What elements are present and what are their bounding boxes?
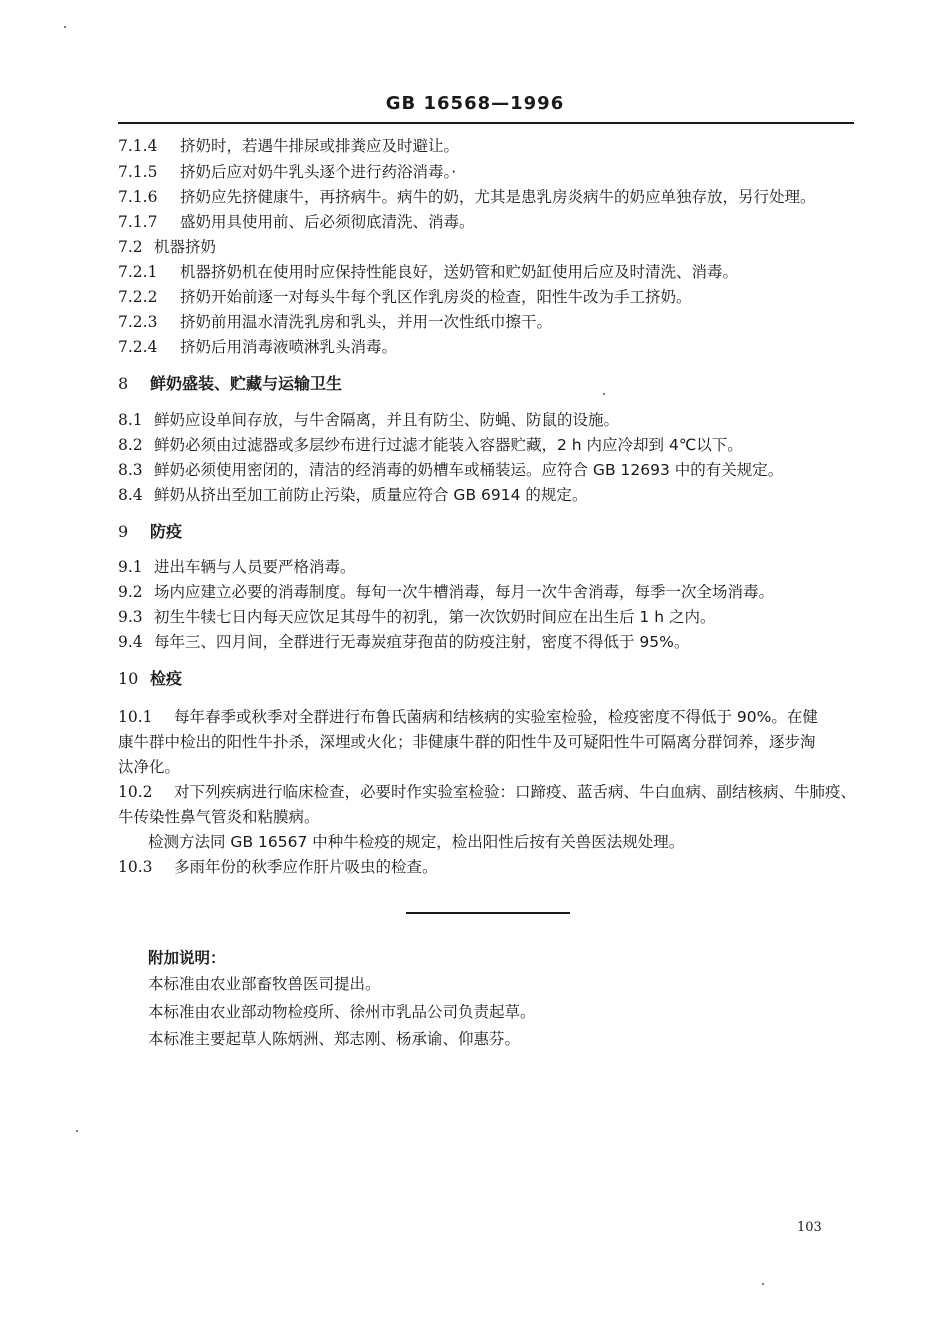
clause-7-1-7 [118, 212, 475, 232]
clause-text: 挤奶开始前逐一对每头牛每个乳区作乳房炎的检查，阳性牛改为手工挤奶。 [180, 288, 692, 306]
scan-speck [64, 26, 66, 28]
clause-7-2-2 [118, 287, 692, 307]
clause-text: 鲜奶应设单间存放，与牛舍隔离，并且有防尘、防蝇、防鼠的设施。 [154, 411, 620, 429]
notes-title: 附加说明： [148, 949, 226, 967]
clause-number: 10.1 [118, 708, 153, 726]
clause-9-4 [118, 632, 689, 652]
clause-number: 8.1 [118, 411, 143, 429]
clause-number: 9.4 [118, 633, 143, 651]
clause-7-2-3 [118, 312, 552, 332]
clause-text: 鲜奶必须由过滤器或多层纱布进行过滤才能装入容器贮藏，2 h 内应冷却到 4℃以下。 [154, 436, 743, 454]
clause-text: 机器挤奶机在使用时应保持性能良好，送奶管和贮奶缸使用后应及时清洗、消毒。 [180, 263, 739, 281]
section-9-heading [118, 522, 182, 542]
section-8-heading [118, 374, 342, 394]
clause-7-2-1 [118, 262, 738, 282]
clause-7-1-6 [118, 187, 816, 207]
clause-text: 鲜奶从挤出至加工前防止污染，质量应符合 GB 6914 的规定。 [154, 486, 588, 504]
clause-number: 9.3 [118, 608, 143, 626]
clause-number: 7.1.5 [118, 163, 158, 181]
clause-number: 7.2.4 [118, 338, 158, 356]
clause-number: 8.3 [118, 461, 143, 479]
clause-text: 挤奶后用消毒液喷淋乳头消毒。 [180, 338, 398, 356]
clause-number: 9.1 [118, 558, 143, 576]
clause-7-2 [118, 237, 216, 257]
clause-text: 每年春季或秋季对全群进行布鲁氏菌病和结核病的实验室检验，检疫密度不得低于 90%。在健 [174, 708, 818, 726]
clause-number: 7.1.4 [118, 137, 158, 155]
scan-speck [76, 1130, 78, 1132]
clause-number: 10.2 [118, 783, 153, 801]
clause-number: 7.2.1 [118, 263, 158, 281]
section-number: 10 [118, 669, 139, 688]
clause-number: 7.2.2 [118, 288, 158, 306]
page-number: 103 [797, 1220, 822, 1235]
clause-10-1 [118, 707, 818, 727]
scan-speck [762, 1283, 764, 1285]
clause-text: 进出车辆与人员要严格消毒。 [154, 558, 356, 576]
clause-number: 7.1.7 [118, 213, 158, 231]
clause-7-1-4 [118, 136, 459, 156]
section-10-heading [118, 669, 182, 689]
clause-text: 挤奶前用温水清洗乳房和乳头，并用一次性纸巾擦干。 [180, 313, 553, 331]
clause-10-1-continued: 康牛群中检出的阳性牛扑杀，深埋或火化；非健康牛群的阳性牛及可疑阳性牛可隔离分群饲养，逐步淘 [118, 733, 816, 751]
clause-number: 10.3 [118, 858, 153, 876]
clause-text: 机器挤奶 [154, 238, 217, 256]
clause-text: 对下列疾病进行临床检查，必要时作实验室检验：口蹄疫、蓝舌病、牛白血病、副结核病、牛肺疫、 [174, 783, 857, 801]
clause-text: 场内应建立必要的消毒制度。每旬一次牛槽消毒，每月一次牛舍消毒，每季一次全场消毒。 [154, 583, 775, 601]
clause-10-2 [118, 782, 856, 802]
notes-line: 本标准主要起草人陈炳洲、郑志刚、杨承谕、仰惠芬。 [148, 1030, 521, 1048]
clause-text: 每年三、四月间，全群进行无毒炭疽芽孢苗的防疫注射，密度不得低于 95%。 [154, 633, 690, 651]
clause-8-4 [118, 485, 587, 505]
clause-7-1-5 [118, 162, 456, 182]
end-rule [406, 912, 570, 914]
clause-number: 8.4 [118, 486, 143, 504]
clause-9-2 [118, 582, 774, 602]
section-title: 鲜奶盛装、贮藏与运输卫生 [150, 374, 343, 393]
clause-number: 7.1.6 [118, 188, 158, 206]
clause-8-1 [118, 410, 619, 430]
clause-text: 挤奶应先挤健康牛，再挤病牛。病牛的奶，尤其是患乳房炎病牛的奶应单独存放，另行处理。 [180, 188, 816, 206]
notes-line: 本标准由农业部动物检疫所、徐州市乳品公司负责起草。 [148, 1003, 536, 1021]
clause-text: 挤奶后应对奶牛乳头逐个进行药浴消毒。· [180, 163, 457, 181]
clause-text: 挤奶时，若遇牛排尿或排粪应及时避让。 [180, 137, 460, 155]
clause-10-3 [118, 857, 438, 877]
clause-number: 7.2.3 [118, 313, 158, 331]
clause-text: 盛奶用具使用前、后必须彻底清洗、消毒。 [180, 213, 475, 231]
clause-number: 9.2 [118, 583, 143, 601]
scan-speck [603, 393, 605, 395]
page-header: GB 16568—1996 [385, 93, 565, 114]
notes-line: 本标准由农业部畜牧兽医司提出。 [148, 975, 381, 993]
clause-text: 鲜奶必须使用密闭的，清洁的经消毒的奶槽车或桶装运。应符合 GB 12693 中的有关规定。 [154, 461, 784, 479]
clause-9-1 [118, 557, 356, 577]
section-number: 8 [118, 374, 129, 393]
clause-10-1-continued: 汰净化。 [118, 758, 181, 776]
header-rule [118, 122, 854, 124]
clause-8-2 [118, 435, 743, 455]
clause-10-2-continued: 牛传染性鼻气管炎和粘膜病。 [118, 808, 320, 826]
clause-text: 初生牛犊七日内每天应饮足其母牛的初乳，第一次饮奶时间应在出生后 1 h 之内。 [154, 608, 716, 626]
clause-number: 8.2 [118, 436, 143, 454]
section-title: 检疫 [150, 669, 183, 688]
section-number: 9 [118, 522, 129, 541]
clause-8-3 [118, 460, 783, 480]
clause-9-3 [118, 607, 715, 627]
section-title: 防疫 [150, 522, 183, 541]
clause-number: 7.2 [118, 238, 143, 256]
clause-text: 多雨年份的秋季应作肝片吸虫的检查。 [174, 858, 438, 876]
clause-7-2-4 [118, 337, 397, 357]
clause-10-2-paragraph: 检测方法同 GB 16567 中种牛检疫的规定，检出阳性后按有关兽医法规处理。 [148, 833, 685, 851]
